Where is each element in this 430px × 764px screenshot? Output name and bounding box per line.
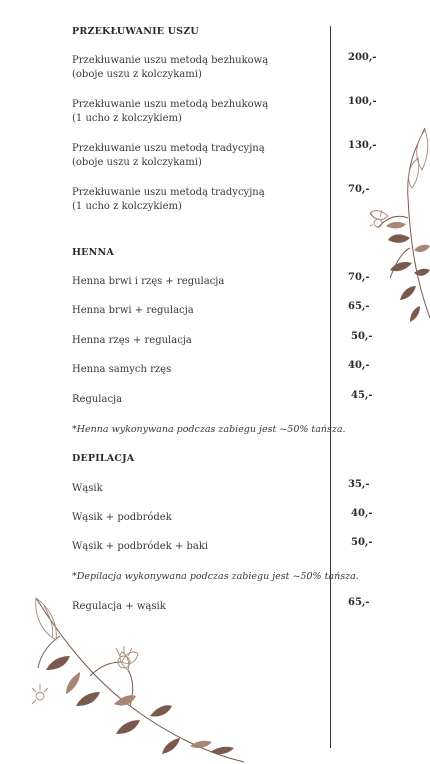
floral-branch-right-icon [370,128,430,324]
price-piercing-3: 130,- [348,140,377,151]
price-depilation-1: 35,- [348,479,370,490]
item-label: Przekłuwanie uszu metodą tradycyjną [72,187,265,198]
section-title-piercing: PRZEKŁUWANIE USZU [72,26,199,37]
menu-item-henna-2: Henna brwi + regulacja [72,305,194,316]
menu-item-henna-1: Henna brwi i rzęs + regulacja [72,276,225,287]
menu-item-piercing-4 [72,186,322,214]
item-sublabel: (1 ucho z kolczykiem) [72,201,182,212]
item-sublabel: (oboje uszu z kolczykami) [72,69,202,80]
price-piercing-2: 100,- [348,96,377,107]
menu-item-henna-4: Henna samych rzęs [72,364,172,375]
henna-note: *Henna wykonywana podczas zabiegu jest ~50% tańsza. [72,424,346,435]
floral-branch-bottom-left-icon [30,596,246,764]
menu-item-piercing-2 [72,98,322,126]
item-label: Przekłuwanie uszu metodą tradycyjną [72,143,265,154]
item-sublabel: (1 ucho z kolczykiem) [72,113,182,124]
item-sublabel: (oboje uszu z kolczykami) [72,157,202,168]
price-henna-3: 50,- [351,331,373,342]
item-label: Przekłuwanie uszu metodą bezhukową [72,99,269,110]
price-regulation-mustache: 65,- [348,597,370,608]
price-henna-2: 65,- [348,301,370,312]
price-piercing-1: 200,- [348,52,377,63]
depilation-note: *Depilacja wykonywana podczas zabiegu jest ~50% tańsza. [72,571,359,582]
price-depilation-2: 40,- [351,508,373,519]
price-henna-4: 40,- [348,360,370,371]
menu-item-henna-5: Regulacja [72,394,123,405]
price-piercing-4: 70,- [348,184,370,195]
menu-item-depilation-2: Wąsik + podbródek [72,512,172,523]
price-henna-1: 70,- [348,272,370,283]
menu-item-piercing-3 [72,142,322,170]
section-title-henna: HENNA [72,247,114,258]
price-henna-5: 45,- [351,390,373,401]
menu-item-henna-3: Henna rzęs + regulacja [72,335,192,346]
price-depilation-3: 50,- [351,537,373,548]
menu-item-regulation-mustache: Regulacja + wąsik [72,601,166,612]
section-title-depilation: DEPILACJA [72,453,135,464]
item-label: Przekłuwanie uszu metodą bezhukową [72,55,269,66]
menu-item-piercing-1 [72,54,322,82]
menu-item-depilation-1: Wąsik [72,483,103,494]
menu-item-depilation-3: Wąsik + podbródek + baki [72,541,209,552]
column-divider [330,26,331,748]
